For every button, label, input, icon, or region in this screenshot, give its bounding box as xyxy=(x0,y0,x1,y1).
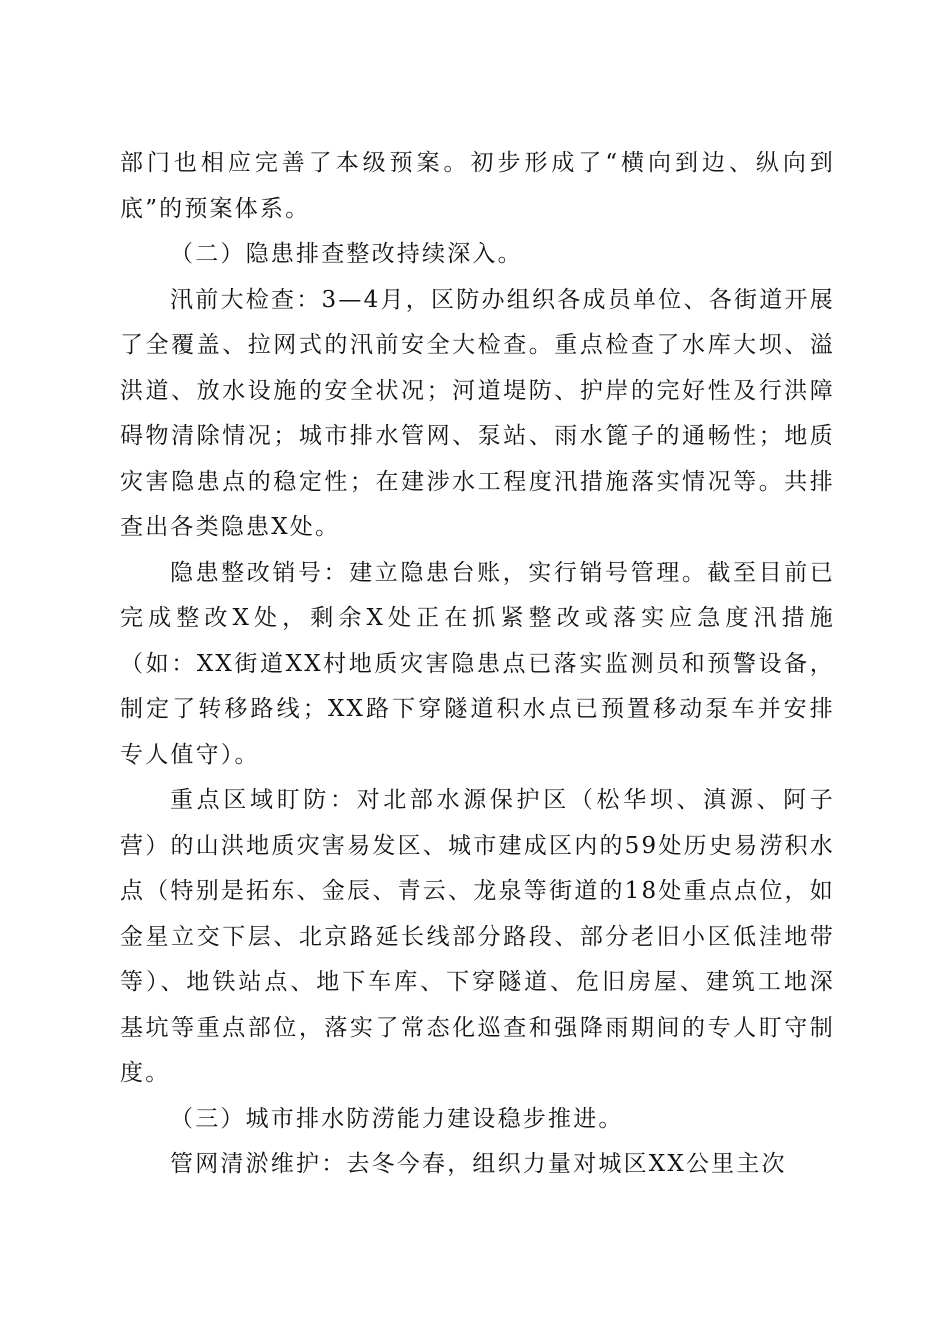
document-body xyxy=(120,141,835,1188)
paragraph-key-area-monitoring: 重点区域盯防：对北部水源保护区（松华坝、滇源、阿子营）的山洪地质灾害易发区、城市建成区内的59处历史易涝积水点（特别是拓东、金辰、青云、龙泉等街道的18处重点点位，如金星立交下层、北京路延长线部分路段、部分老旧小区低洼地带等）、地铁站点、地下车库、下穿隧道、危旧房屋、建筑工地深基坑等重点部位，落实了常态化巡查和强降雨期间的专人盯守制度。 xyxy=(120,787,835,1086)
paragraph-pre-flood-inspection: 汛前大检查：3—4月，区防办组织各成员单位、各街道开展了全覆盖、拉网式的汛前安全大检查。重点检查了水库大坝、溢洪道、放水设施的安全状况；河道堤防、护岸的完好性及行洪障碍物清除情况；城市排水管网、泵站、雨水篦子的通畅性；地质灾害隐患点的稳定性；在建涉水工程度汛措施落实情况等。共排查出各类隐患X处。 xyxy=(120,286,835,540)
section-heading-3: （三）城市排水防涝能力建设稳步推进。 xyxy=(170,1105,624,1132)
paragraph-continuation: 部门也相应完善了本级预案。初步形成了“横向到边、纵向到底”的预案体系。 xyxy=(120,150,835,222)
paragraph-hazard-rectification: 隐患整改销号：建立隐患台账，实行销号管理。截至目前已完成整改X处，剩余X处正在抓紧整改或落实应急度汛措施（如：XX街道XX村地质灾害隐患点已落实监测员和预警设备，制定了转移路线；XX路下穿隧道积水点已预置移动泵车并安排专人值守）。 xyxy=(120,559,835,768)
section-heading-2: （二）隐患排查整改持续深入。 xyxy=(170,241,523,267)
paragraph-pipe-dredging: 管网清淤维护：去冬今春，组织力量对城区XX公里主次 xyxy=(170,1151,787,1177)
